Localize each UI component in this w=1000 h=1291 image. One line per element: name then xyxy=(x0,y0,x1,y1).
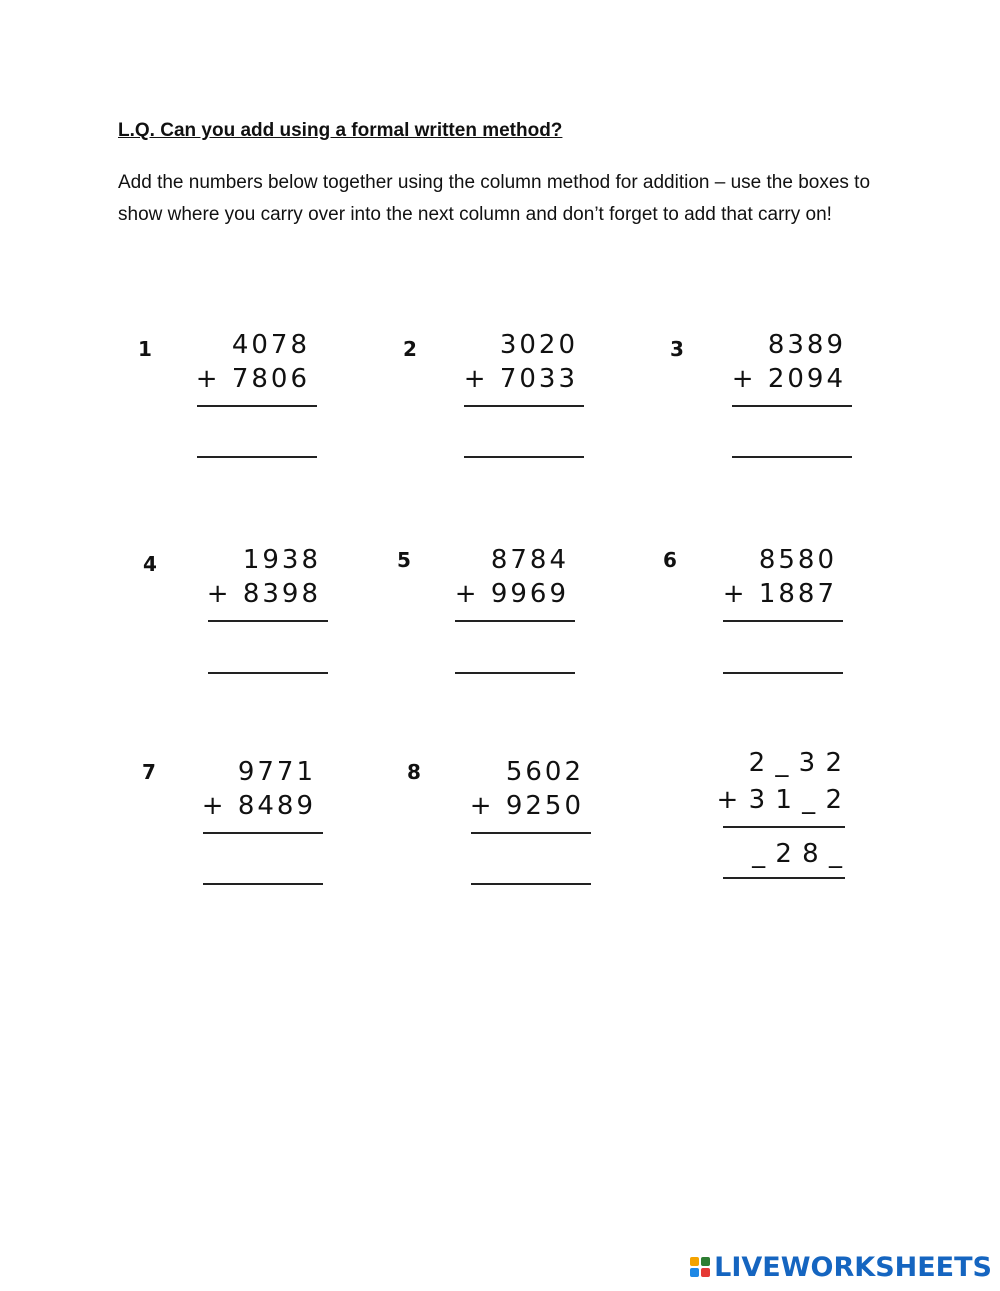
problem-number: 4 xyxy=(143,552,157,576)
addend-bottom: + 2094 xyxy=(731,364,846,394)
problem-number: 8 xyxy=(407,760,421,784)
addend-bottom: + 8398 xyxy=(206,579,321,609)
addend-top: 8784 xyxy=(490,545,569,575)
sum-line xyxy=(208,620,328,622)
addend-bottom: + 9969 xyxy=(454,579,569,609)
addend-bottom: + 7806 xyxy=(195,364,310,394)
problem-number: 2 xyxy=(403,337,417,361)
learning-question: L.Q. Can you add using a formal written method? xyxy=(118,120,563,141)
addend-top: 9771 xyxy=(237,757,316,787)
sum-line xyxy=(464,405,584,407)
sum-line xyxy=(732,405,852,407)
problem-number: 1 xyxy=(138,337,152,361)
answer-line[interactable] xyxy=(203,883,323,885)
problem-number: 6 xyxy=(663,548,677,572)
problem-number: 7 xyxy=(142,760,156,784)
answer-line[interactable] xyxy=(471,883,591,885)
sum-line xyxy=(455,620,575,622)
logo-blocks-icon xyxy=(690,1257,710,1277)
answer-line[interactable] xyxy=(732,456,852,458)
missing-digit-top: 2 _ 3 2 xyxy=(748,748,843,778)
sum-line xyxy=(197,405,317,407)
answer-line xyxy=(723,877,845,879)
addend-top: 3020 xyxy=(499,330,578,360)
sum-line xyxy=(723,826,845,828)
addend-top: 8389 xyxy=(767,330,846,360)
missing-digit-result: _ 2 8 _ xyxy=(752,839,843,869)
sum-line xyxy=(723,620,843,622)
answer-line[interactable] xyxy=(723,672,843,674)
sum-line xyxy=(203,832,323,834)
missing-digit-bottom: + 3 1 _ 2 xyxy=(716,785,843,815)
answer-line[interactable] xyxy=(197,456,317,458)
problem-number: 3 xyxy=(670,337,684,361)
sum-line xyxy=(471,832,591,834)
addend-top: 5602 xyxy=(505,757,584,787)
logo-text: LIVEWORKSHEETS xyxy=(714,1251,992,1283)
addend-bottom: + 9250 xyxy=(469,791,584,821)
answer-line[interactable] xyxy=(455,672,575,674)
addend-top: 4078 xyxy=(231,330,310,360)
answer-line[interactable] xyxy=(208,672,328,674)
liveworksheets-logo xyxy=(690,1251,992,1283)
addend-bottom: + 8489 xyxy=(201,791,316,821)
addend-bottom: + 7033 xyxy=(463,364,578,394)
addend-bottom: + 1887 xyxy=(722,579,837,609)
answer-line[interactable] xyxy=(464,456,584,458)
addend-top: 8580 xyxy=(758,545,837,575)
addend-top: 1938 xyxy=(242,545,321,575)
problem-number: 5 xyxy=(397,548,411,572)
instructions: Add the numbers below together using the column method for addition – use the boxes to show where you carry over into the next column and don’t forget to add that carry on! xyxy=(118,172,871,225)
